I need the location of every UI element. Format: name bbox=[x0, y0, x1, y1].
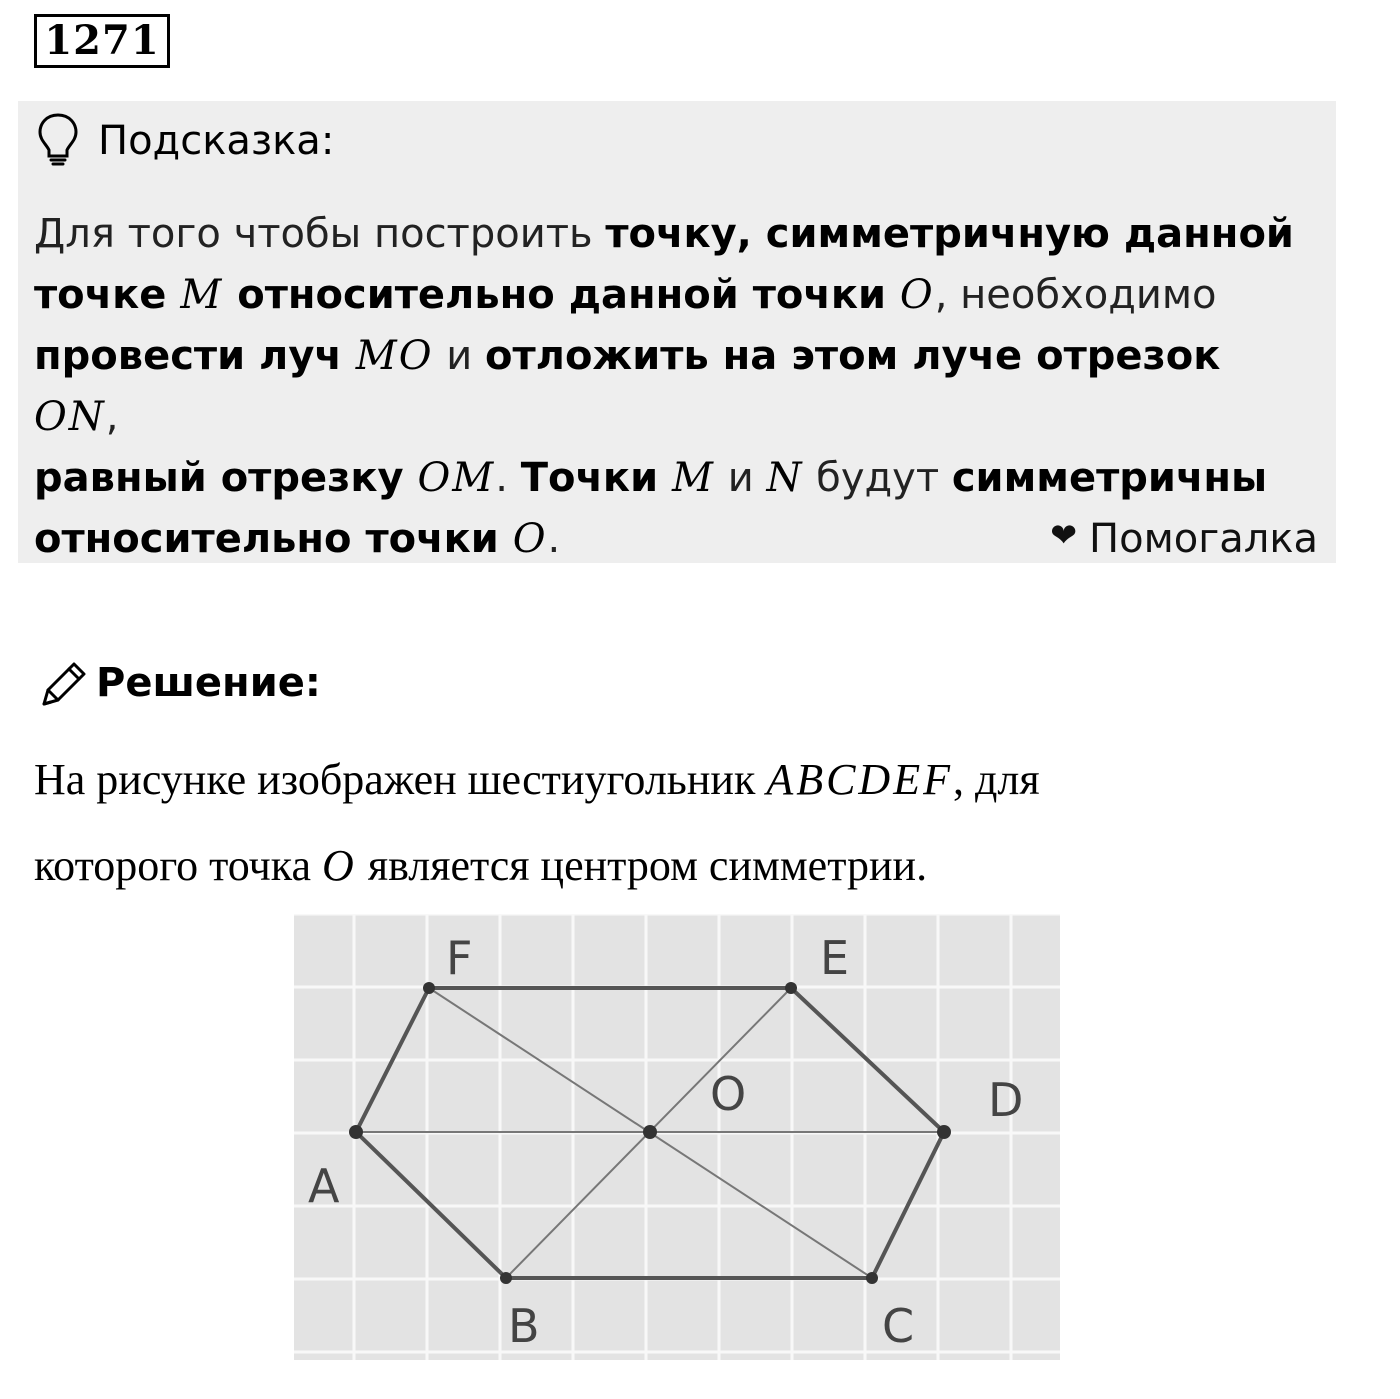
text-segment: Для того чтобы построить bbox=[34, 211, 606, 257]
math-symbol: ABCDEF bbox=[766, 755, 953, 804]
math-symbol: O bbox=[512, 516, 548, 562]
point-B bbox=[500, 1272, 512, 1284]
text-line bbox=[34, 265, 1294, 326]
solution-text bbox=[34, 737, 1334, 909]
text-line bbox=[34, 823, 1334, 909]
text-segment: . bbox=[495, 455, 521, 501]
text-line bbox=[34, 448, 1294, 509]
text-segment: относительно данной точки bbox=[223, 272, 900, 318]
math-symbol: MO bbox=[355, 333, 434, 379]
label-A: A bbox=[308, 1159, 340, 1213]
credit-label: Помогалка bbox=[1089, 516, 1318, 562]
lightbulb-icon bbox=[36, 112, 80, 168]
math-symbol: M bbox=[672, 455, 715, 501]
text-line bbox=[34, 737, 1334, 823]
heart-icon: ❤ bbox=[1050, 516, 1078, 554]
label-D: D bbox=[988, 1073, 1024, 1127]
point-A bbox=[349, 1125, 363, 1139]
text-segment: . bbox=[547, 516, 561, 562]
text-segment: провести луч bbox=[34, 333, 356, 379]
point-E bbox=[785, 982, 797, 994]
text-segment: и bbox=[715, 455, 767, 501]
text-line bbox=[34, 326, 1294, 448]
task-number: 1271 bbox=[34, 14, 170, 68]
text-segment: симметричны bbox=[951, 455, 1268, 501]
point-C bbox=[866, 1272, 878, 1284]
point-F bbox=[423, 982, 435, 994]
text-segment: равный отрезку bbox=[34, 455, 418, 501]
text-segment: , для bbox=[952, 755, 1040, 804]
text-segment: , bbox=[105, 394, 119, 440]
point-O bbox=[643, 1125, 657, 1139]
point-D bbox=[937, 1125, 951, 1139]
math-symbol: ON bbox=[34, 394, 106, 440]
text-segment: и bbox=[433, 333, 485, 379]
pencil-icon bbox=[38, 658, 90, 710]
text-segment: точке bbox=[34, 272, 181, 318]
label-O: O bbox=[710, 1067, 747, 1121]
hexagon-figure bbox=[294, 914, 1060, 1360]
solution-title: Решение: bbox=[96, 660, 321, 706]
math-symbol: O bbox=[899, 272, 935, 318]
text-segment: На рисунке изображен шестиугольник bbox=[34, 755, 767, 804]
label-E: E bbox=[820, 931, 850, 985]
text-segment: является центром симметрии. bbox=[356, 841, 928, 890]
math-symbol: N bbox=[766, 455, 804, 501]
math-symbol: O bbox=[322, 841, 357, 890]
math-symbol: OM bbox=[417, 455, 496, 501]
hint-title: Подсказка: bbox=[98, 118, 335, 164]
label-B: B bbox=[508, 1299, 540, 1353]
text-segment: , необходимо bbox=[934, 272, 1217, 318]
text-segment: Точки bbox=[520, 455, 673, 501]
text-segment: будут bbox=[803, 455, 952, 501]
label-C: C bbox=[882, 1299, 915, 1353]
text-segment: точку, симметричную данной bbox=[605, 211, 1294, 257]
text-segment: отложить на этом луче отрезок bbox=[484, 333, 1221, 379]
math-symbol: M bbox=[180, 272, 224, 318]
text-line bbox=[34, 204, 1294, 265]
text-segment: относительно точки bbox=[34, 516, 513, 562]
label-F: F bbox=[446, 931, 473, 985]
hexagon-drawing bbox=[294, 914, 1060, 1360]
text-segment: которого точка bbox=[34, 841, 323, 890]
credit bbox=[1050, 510, 1318, 564]
